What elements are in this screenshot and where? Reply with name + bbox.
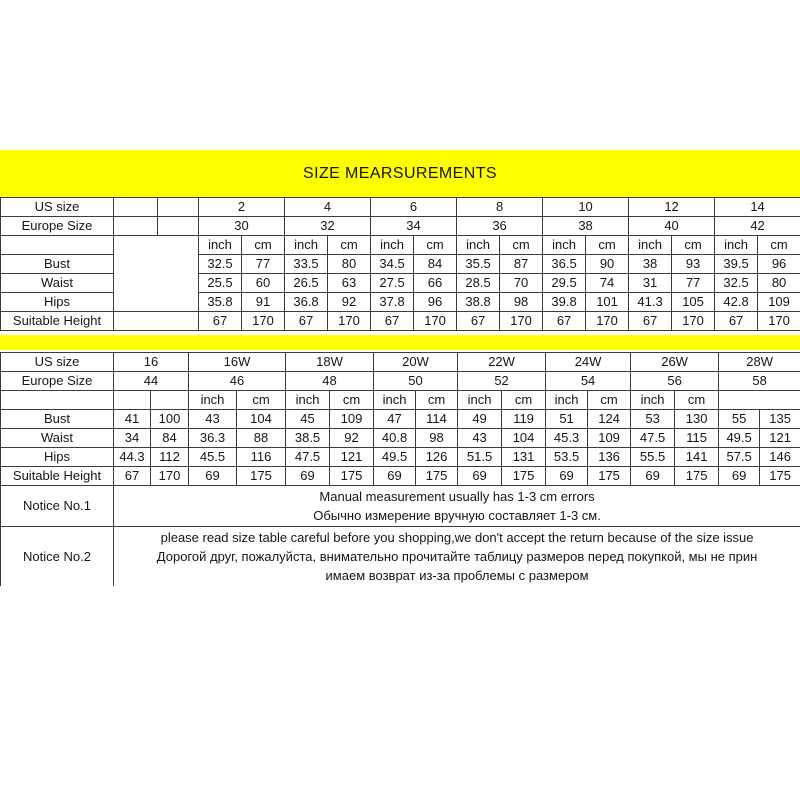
size-value: 60: [242, 274, 285, 293]
size-value: 175: [416, 467, 458, 486]
hips-row: [1, 448, 800, 467]
unit-cell: cm: [758, 236, 800, 255]
size-value: 69: [458, 467, 502, 486]
size-value: 67: [715, 312, 758, 331]
unit-cell: cm: [500, 236, 543, 255]
size-value: 49.5: [719, 429, 760, 448]
size-value: 175: [675, 467, 719, 486]
size-value: 53: [631, 410, 675, 429]
size-value: 115: [675, 429, 719, 448]
size-value: 32.5: [715, 274, 758, 293]
size-value: 121: [330, 448, 374, 467]
row-label: US size: [1, 353, 114, 372]
size-value: 45: [286, 410, 330, 429]
size-value: 84: [414, 255, 457, 274]
size-value: 57.5: [719, 448, 760, 467]
eu-size-value: 56: [631, 372, 719, 391]
us-size-value: 16W: [189, 353, 286, 372]
unit-cell: cm: [330, 391, 374, 410]
us-size-value: 4: [285, 198, 371, 217]
size-value: 77: [672, 274, 715, 293]
size-value: 80: [758, 274, 800, 293]
notice-2-line-ru-1: Дорогой друг, пожалуйста, внимательно прочитайте таблицу размеров перед покупкой, мы не прин: [156, 549, 758, 564]
size-value: 39.5: [715, 255, 758, 274]
eu-size-value: 30: [199, 217, 285, 236]
size-value: 170: [758, 312, 800, 331]
eu-size-value: 58: [719, 372, 800, 391]
size-value: 37.8: [371, 293, 414, 312]
size-value: 135: [760, 410, 800, 429]
size-value: 25.5: [199, 274, 242, 293]
row-label: Hips: [1, 448, 114, 467]
size-value: 67: [285, 312, 328, 331]
size-value: 70: [500, 274, 543, 293]
size-value: 130: [675, 410, 719, 429]
eu-size-value: 44: [114, 372, 189, 391]
blank-cell: [1, 391, 114, 410]
blank-cell: [114, 236, 199, 312]
unit-cell: cm: [588, 391, 631, 410]
size-value: 126: [416, 448, 458, 467]
notice-1-content: [114, 486, 800, 527]
size-value: 87: [500, 255, 543, 274]
size-value: 90: [586, 255, 629, 274]
unit-cell: cm: [414, 236, 457, 255]
size-value: 121: [760, 429, 800, 448]
blank-cell: [114, 198, 158, 217]
notice-1-row: [1, 486, 800, 527]
size-value: 35.5: [457, 255, 500, 274]
eu-size-value: 40: [629, 217, 715, 236]
notice-label: Notice No.2: [1, 527, 114, 587]
us-size-value: 10: [543, 198, 629, 217]
us-size-value: 24W: [546, 353, 631, 372]
size-value: 93: [672, 255, 715, 274]
us-size-value: 28W: [719, 353, 800, 372]
size-value: 40.8: [374, 429, 416, 448]
size-value: 105: [672, 293, 715, 312]
size-value: 47: [374, 410, 416, 429]
size-value: 55.5: [631, 448, 675, 467]
size-value: 43: [458, 429, 502, 448]
unit-cell: inch: [285, 236, 328, 255]
size-value: 170: [328, 312, 371, 331]
us-size-value: 2: [199, 198, 285, 217]
title-bar: [0, 150, 800, 197]
size-value: 63: [328, 274, 371, 293]
size-value: 47.5: [286, 448, 330, 467]
size-value: 45.3: [546, 429, 588, 448]
unit-cell: cm: [328, 236, 371, 255]
size-value: 66: [414, 274, 457, 293]
size-value: 116: [237, 448, 286, 467]
unit-cell: inch: [543, 236, 586, 255]
size-value: 38.8: [457, 293, 500, 312]
size-value: 175: [502, 467, 546, 486]
size-value: 170: [242, 312, 285, 331]
size-value: 131: [502, 448, 546, 467]
size-value: 27.5: [371, 274, 414, 293]
unit-row: [1, 236, 800, 255]
size-value: 69: [189, 467, 237, 486]
blank-cell: [114, 391, 151, 410]
size-value: 96: [414, 293, 457, 312]
size-value: 92: [330, 429, 374, 448]
size-value: 100: [151, 410, 189, 429]
size-value: 96: [758, 255, 800, 274]
size-value: 92: [328, 293, 371, 312]
unit-cell: cm: [586, 236, 629, 255]
size-value: 77: [242, 255, 285, 274]
us-size-value: 16: [114, 353, 189, 372]
unit-cell: inch: [629, 236, 672, 255]
size-value: 67: [457, 312, 500, 331]
eu-size-value: 36: [457, 217, 543, 236]
size-value: 45.5: [189, 448, 237, 467]
eu-size-value: 52: [458, 372, 546, 391]
size-value: 39.8: [543, 293, 586, 312]
size-value: 175: [760, 467, 800, 486]
eu-size-value: 48: [286, 372, 374, 391]
us-size-row: [1, 353, 800, 372]
size-value: 74: [586, 274, 629, 293]
size-value: 55: [719, 410, 760, 429]
size-value: 69: [719, 467, 760, 486]
notice-label: Notice No.1: [1, 486, 114, 527]
size-value: 49: [458, 410, 502, 429]
size-value: 67: [114, 467, 151, 486]
unit-cell: cm: [675, 391, 719, 410]
us-size-value: 12: [629, 198, 715, 217]
eu-size-value: 42: [715, 217, 800, 236]
size-value: 112: [151, 448, 189, 467]
size-value: 104: [502, 429, 546, 448]
row-label: Europe Size: [1, 217, 114, 236]
size-value: 42.8: [715, 293, 758, 312]
row-label: Suitable Height: [1, 312, 114, 331]
size-value: 146: [760, 448, 800, 467]
notice-2-row: [1, 527, 800, 587]
size-value: 175: [237, 467, 286, 486]
size-table-us-2-14: [0, 197, 800, 331]
size-value: 47.5: [631, 429, 675, 448]
row-label: Waist: [1, 429, 114, 448]
size-value: 69: [631, 467, 675, 486]
yellow-divider: [0, 335, 800, 350]
unit-cell: inch: [458, 391, 502, 410]
blank-cell: [151, 391, 189, 410]
size-value: 170: [672, 312, 715, 331]
size-value: 98: [500, 293, 543, 312]
us-size-value: 6: [371, 198, 457, 217]
size-value: 170: [586, 312, 629, 331]
size-value: 41.3: [629, 293, 672, 312]
size-value: 98: [416, 429, 458, 448]
size-value: 67: [371, 312, 414, 331]
blank-cell: [114, 217, 158, 236]
size-value: 36.8: [285, 293, 328, 312]
notice-1-line-en: Manual measurement usually has 1-3 cm errors: [319, 489, 595, 504]
unit-cell: cm: [242, 236, 285, 255]
size-value: 109: [330, 410, 374, 429]
unit-cell: inch: [457, 236, 500, 255]
unit-cell: cm: [502, 391, 546, 410]
size-value: 49.5: [374, 448, 416, 467]
size-value: 101: [586, 293, 629, 312]
size-value: 51.5: [458, 448, 502, 467]
size-value: 67: [629, 312, 672, 331]
row-label: Bust: [1, 410, 114, 429]
unit-cell: inch: [371, 236, 414, 255]
unit-cell: inch: [374, 391, 416, 410]
size-value: 44.3: [114, 448, 151, 467]
us-size-value: 14: [715, 198, 800, 217]
size-value: 80: [328, 255, 371, 274]
size-value: 38.5: [286, 429, 330, 448]
size-value: 32.5: [199, 255, 242, 274]
blank-cell: [158, 198, 199, 217]
row-label: Hips: [1, 293, 114, 312]
size-value: 175: [330, 467, 374, 486]
us-size-value: 20W: [374, 353, 458, 372]
size-value: 170: [151, 467, 189, 486]
eu-size-value: 54: [546, 372, 631, 391]
suitable-height-row: [1, 467, 800, 486]
unit-cell: inch: [189, 391, 237, 410]
notice-2-line-en: please read size table careful before you shopping,we don't accept the return because of the size issue: [160, 530, 754, 545]
size-value: 31: [629, 274, 672, 293]
notice-1-line-ru: Обычно измерение вручную составляет 1-3 см.: [313, 508, 601, 523]
blank-cell: [114, 312, 199, 331]
size-value: 91: [242, 293, 285, 312]
unit-cell: cm: [237, 391, 286, 410]
size-value: 69: [546, 467, 588, 486]
size-value: 119: [502, 410, 546, 429]
size-value: 104: [237, 410, 286, 429]
size-value: 33.5: [285, 255, 328, 274]
notice-2-content: [114, 527, 800, 587]
row-label: Waist: [1, 274, 114, 293]
size-value: 88: [237, 429, 286, 448]
size-value: 26.5: [285, 274, 328, 293]
size-value: 109: [758, 293, 800, 312]
blank-cell: [1, 236, 114, 255]
size-value: 170: [500, 312, 543, 331]
size-value: 35.8: [199, 293, 242, 312]
unit-cell: cm: [672, 236, 715, 255]
eu-size-value: 34: [371, 217, 457, 236]
size-value: 34: [114, 429, 151, 448]
size-value: 36.5: [543, 255, 586, 274]
size-value: 28.5: [457, 274, 500, 293]
us-size-row: [1, 198, 800, 217]
us-size-value: 18W: [286, 353, 374, 372]
row-label: Bust: [1, 255, 114, 274]
size-value: 67: [199, 312, 242, 331]
waist-row: [1, 429, 800, 448]
size-value: 43: [189, 410, 237, 429]
size-table-us-16-28w: [0, 352, 800, 586]
size-value: 114: [416, 410, 458, 429]
us-size-value: 26W: [631, 353, 719, 372]
unit-cell: inch: [546, 391, 588, 410]
eu-size-value: 50: [374, 372, 458, 391]
size-value: 109: [588, 429, 631, 448]
size-value: 36.3: [189, 429, 237, 448]
size-value: 84: [151, 429, 189, 448]
size-value: 175: [588, 467, 631, 486]
size-value: 34.5: [371, 255, 414, 274]
suitable-height-row: [1, 312, 800, 331]
eu-size-value: 32: [285, 217, 371, 236]
unit-cell: inch: [631, 391, 675, 410]
size-value: 29.5: [543, 274, 586, 293]
us-size-value: 8: [457, 198, 543, 217]
size-value: 51: [546, 410, 588, 429]
size-value: 67: [543, 312, 586, 331]
europe-size-row: [1, 372, 800, 391]
notice-2-line-ru-2: имаем возврат из-за проблемы с размером: [325, 568, 589, 583]
row-label: US size: [1, 198, 114, 217]
size-value: 41: [114, 410, 151, 429]
size-value: 136: [588, 448, 631, 467]
size-value: 124: [588, 410, 631, 429]
europe-size-row: [1, 217, 800, 236]
unit-cell: inch: [715, 236, 758, 255]
blank-cell: [158, 217, 199, 236]
size-value: 38: [629, 255, 672, 274]
bust-row: [1, 410, 800, 429]
row-label: Europe Size: [1, 372, 114, 391]
row-label: Suitable Height: [1, 467, 114, 486]
size-value: 141: [675, 448, 719, 467]
unit-row: [1, 391, 800, 410]
size-value: 53.5: [546, 448, 588, 467]
unit-cell: inch: [199, 236, 242, 255]
unit-cell: inch: [286, 391, 330, 410]
unit-cell: cm: [416, 391, 458, 410]
size-value: 69: [374, 467, 416, 486]
us-size-value: 22W: [458, 353, 546, 372]
size-value: 170: [414, 312, 457, 331]
page-title: SIZE MEARSUREMENTS: [303, 164, 497, 182]
eu-size-value: 46: [189, 372, 286, 391]
eu-size-value: 38: [543, 217, 629, 236]
size-value: 69: [286, 467, 330, 486]
